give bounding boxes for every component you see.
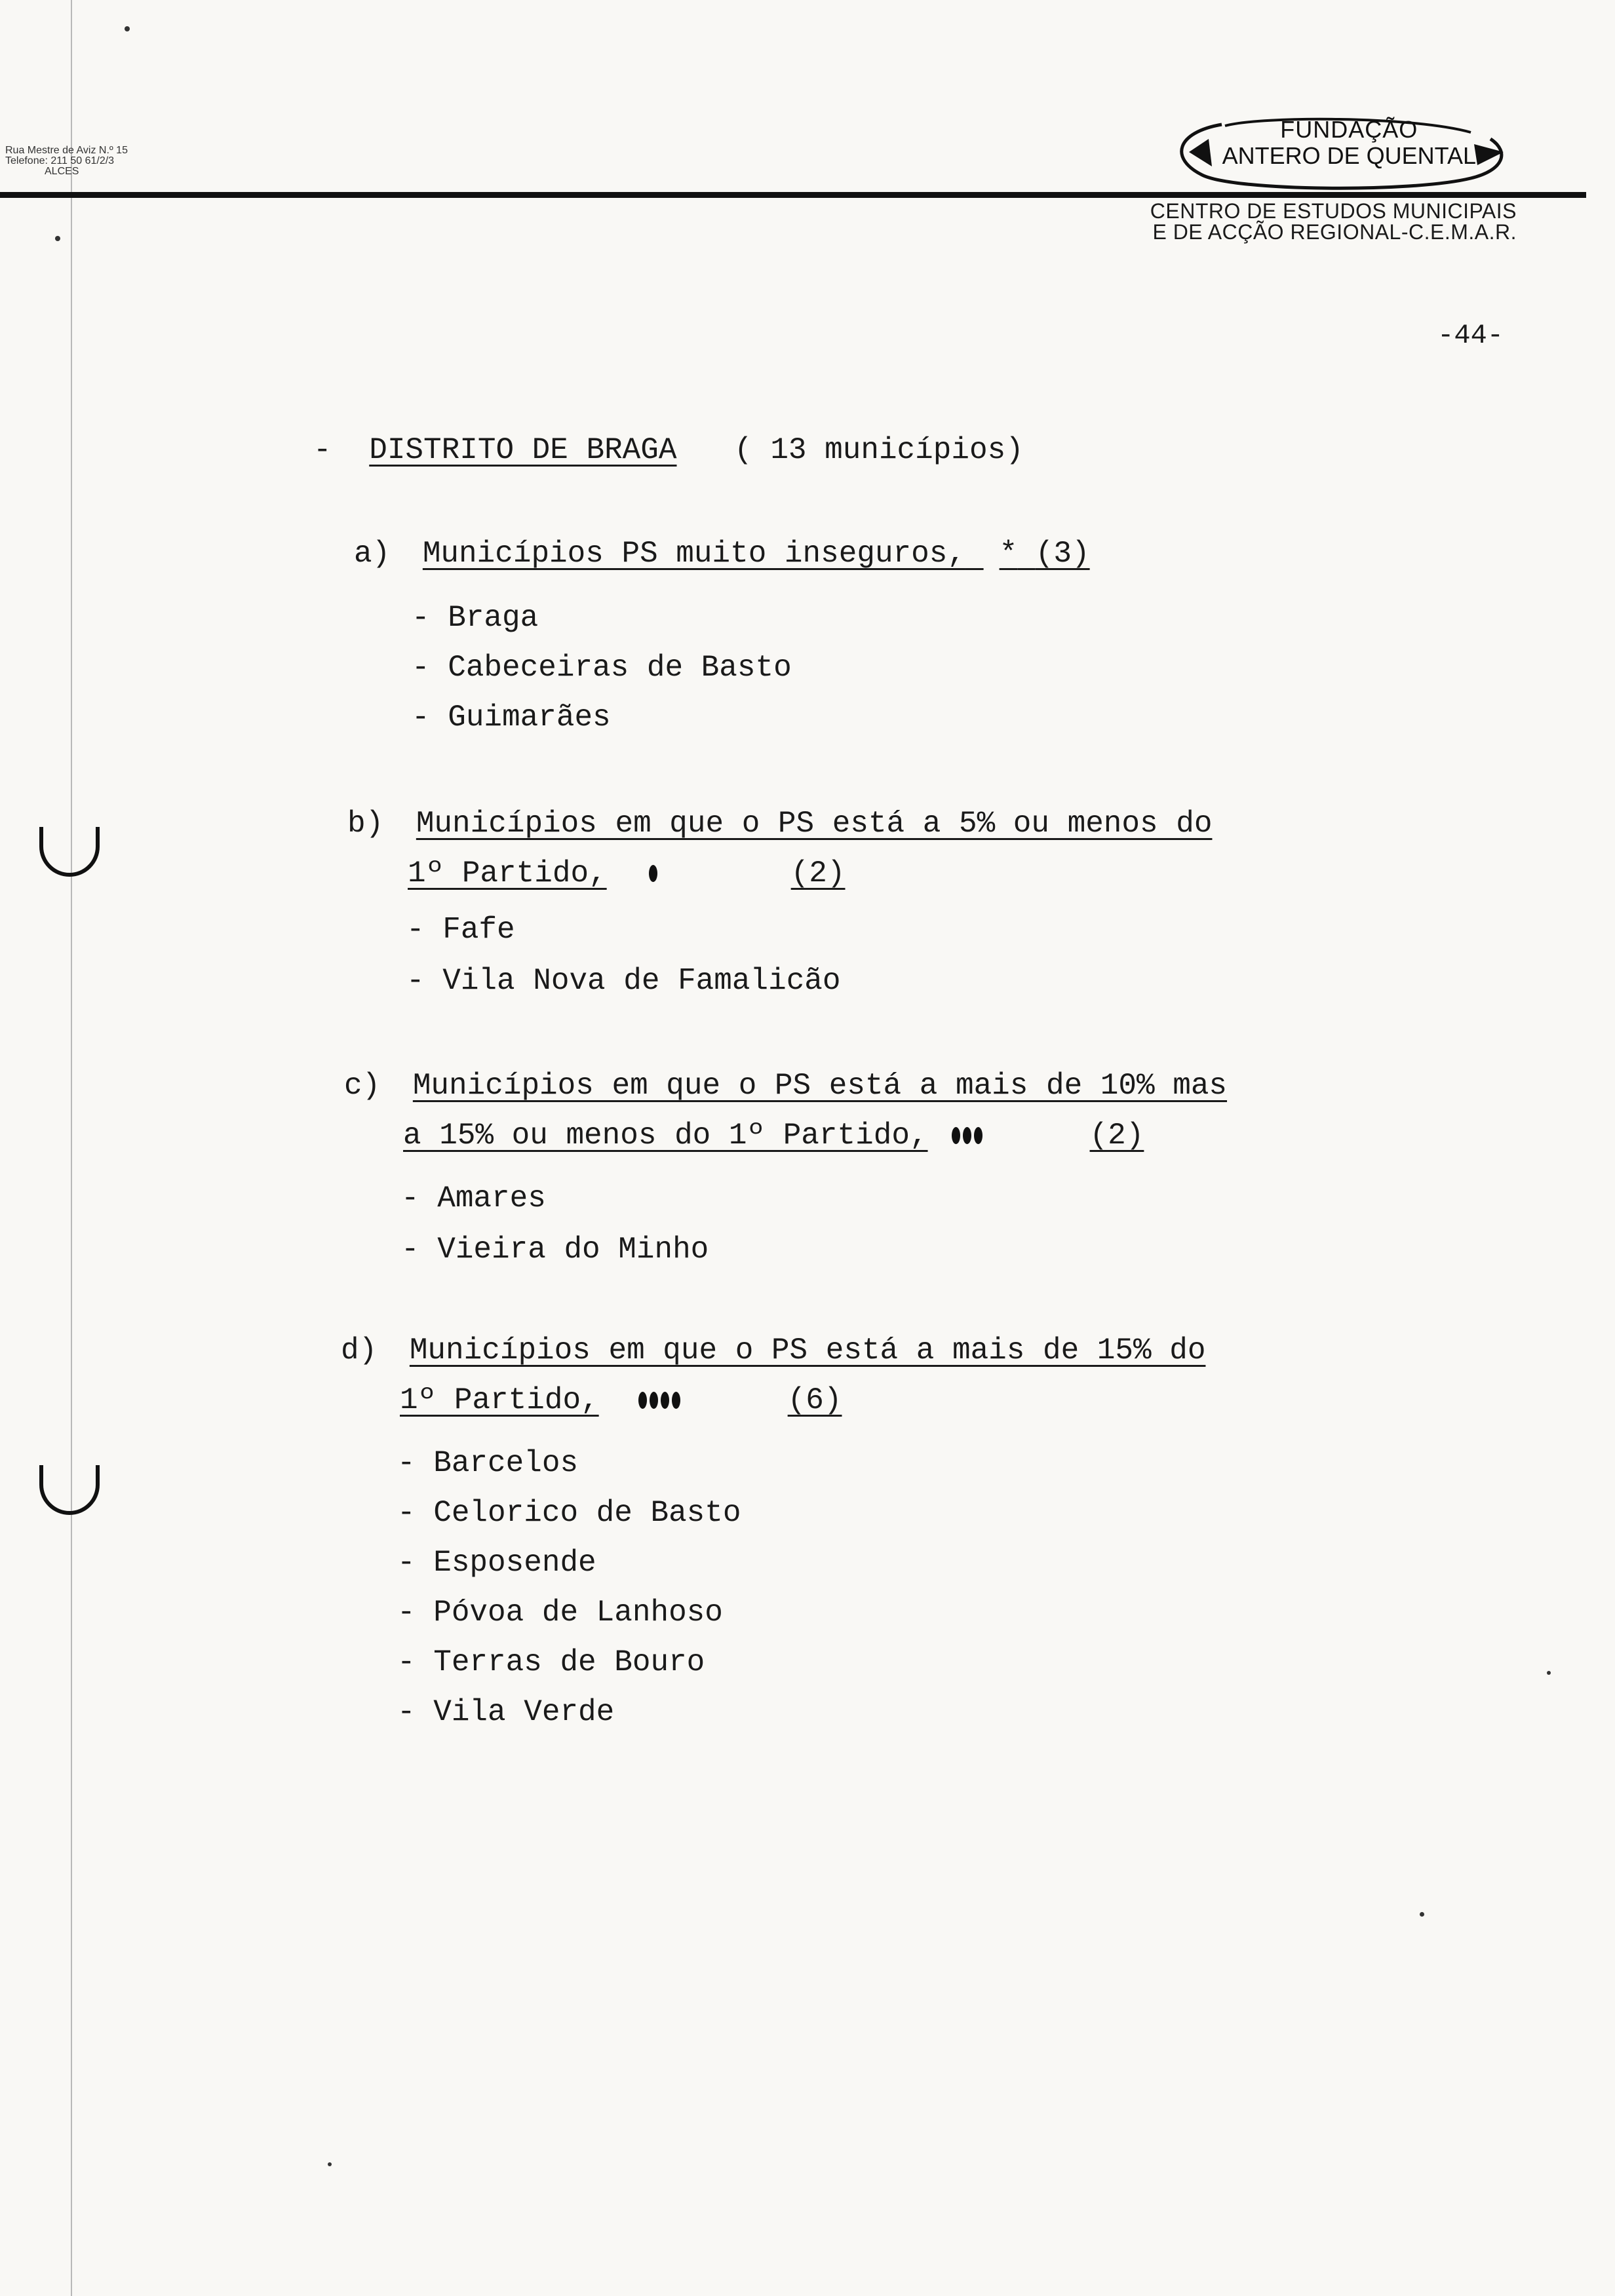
heading-line-2-text: 1º Partido, [400,1383,599,1417]
section-marker-dots [952,1119,985,1153]
district-heading [313,432,1024,468]
scan-speck [55,236,60,241]
marker-dot [649,865,657,882]
address-line-1: Rua Mestre de Aviz N.º 15 [5,145,128,156]
scan-speck [1420,1912,1424,1917]
marker-dot [974,1127,983,1144]
marker-dot [963,1127,971,1144]
list-item: - Vila Nova de Famalicão [406,964,841,998]
logo-text [1222,117,1476,169]
section-count: (2) [1089,1119,1144,1153]
marker-dot [650,1392,658,1409]
section-letter: a) [354,537,391,571]
section-letter: c) [344,1069,381,1103]
section-c-heading [344,1068,1227,1153]
list-item: - Celorico de Basto [397,1496,741,1530]
section-b-heading [347,806,1212,891]
section-d-list [397,1445,741,1744]
heading-line-2 [400,1383,842,1417]
address-line-3: ALCES [45,166,79,177]
section-a-list [412,600,792,750]
section-count: (2) [790,856,846,890]
heading-line-1: Municípios em que o PS está a 5% ou menos do [416,807,1213,841]
section-a-heading [354,536,1090,571]
list-item: - Cabeceiras de Basto [412,651,792,685]
section-count: (6) [787,1383,842,1417]
address-line-2: Telefone: 211 50 61/2/3 [5,155,115,166]
district-bullet: - [313,433,332,467]
list-item: - Vila Verde [397,1695,615,1729]
heading-line-2-text: 1º Partido, [408,856,607,890]
section-count: (3) [1035,537,1090,571]
heading-line-1: Municípios em que o PS está a mais de 10% mas [412,1069,1228,1103]
heading-line-2 [403,1119,1144,1153]
scan-speck [328,2162,332,2166]
punch-hole-top [39,827,100,877]
page-number: -44- [1437,320,1504,351]
list-item: - Barcelos [397,1446,579,1480]
list-item: - Esposende [397,1546,596,1580]
letterhead-address [5,145,128,177]
list-item: - Braga [412,601,539,635]
marker-dot [952,1127,960,1144]
section-c-list [401,1181,709,1283]
heading-line-1: Municípios PS muito inseguros, [422,537,965,571]
list-item: - Póvoa de Lanhoso [397,1596,723,1630]
marker-dot [672,1392,680,1409]
scan-speck [125,26,130,31]
logo-line-2: ANTERO DE QUENTAL [1222,142,1476,169]
section-heading-text [423,537,1090,571]
marker-dot [661,1392,669,1409]
centro-line-2: E DE ACÇÃO REGIONAL-C.E.M.A.R. [1152,220,1517,244]
section-letter: d) [341,1333,378,1368]
section-letter: b) [347,807,384,841]
heading-line-2-text: a 15% ou menos do 1º Partido, [403,1119,928,1153]
header-rule [0,192,1586,198]
district-title: DISTRITO DE BRAGA [369,433,677,467]
marker-dot [638,1392,647,1409]
list-item: - Guimarães [412,700,611,735]
section-marker: * [999,537,1018,571]
list-item: - Amares [401,1181,546,1215]
heading-line-2 [408,856,845,890]
list-item: - Terras de Bouro [397,1645,705,1679]
district-count: ( 13 municípios) [734,433,1024,467]
section-d-heading [341,1333,1205,1418]
list-item: - Fafe [406,913,515,947]
logo-line-1: FUNDAÇÃO [1280,116,1418,143]
heading-line-1: Municípios em que o PS está a mais de 15% do [409,1333,1206,1368]
scan-speck [1547,1671,1551,1675]
centro-line-1: CENTRO DE ESTUDOS MUNICIPAIS [1150,199,1517,223]
section-b-list [406,912,841,1014]
punch-hole-bottom [39,1465,100,1515]
centro-name [1150,201,1517,242]
section-marker-dots [649,856,660,890]
section-marker-dots [638,1383,683,1417]
list-item: - Vieira do Minho [401,1233,709,1267]
binder-margin-line [71,0,72,2296]
